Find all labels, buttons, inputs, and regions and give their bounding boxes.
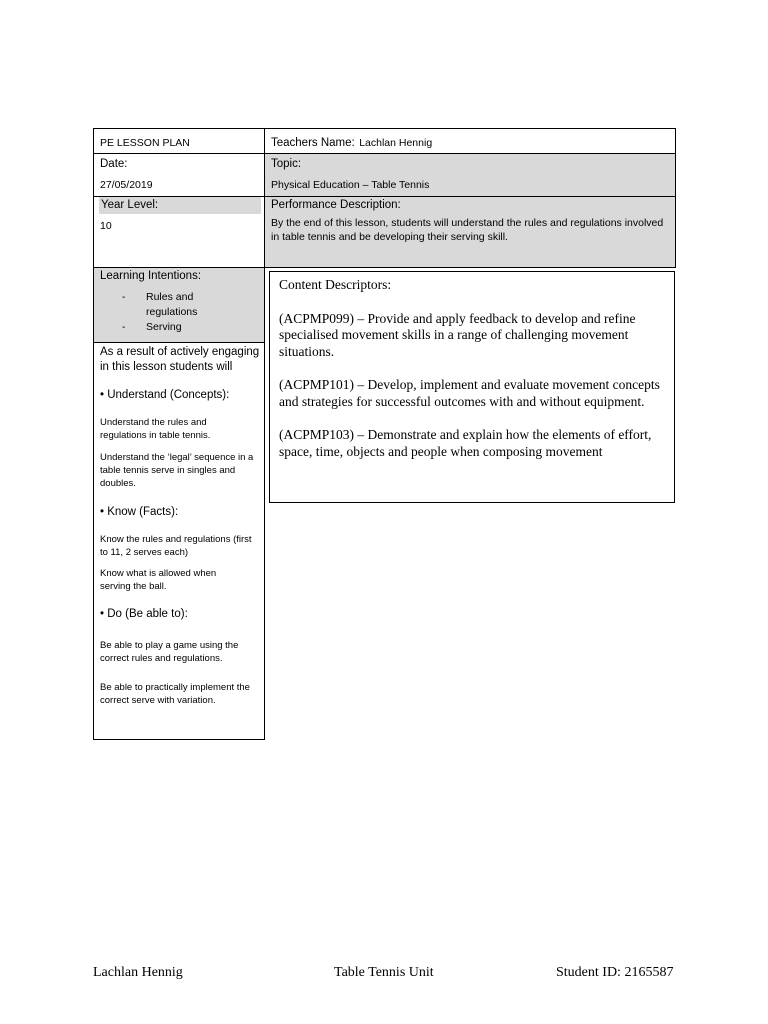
teacher-value: Lachlan Hennig (359, 137, 433, 149)
plan-label-cell (93, 128, 265, 154)
list-item: - Serving (122, 321, 182, 333)
content-descriptors-box (269, 271, 675, 503)
topic-cell (264, 153, 676, 197)
footer-unit: Table Tennis Unit (334, 965, 434, 980)
descriptor-acpmp099: (ACPMP099) – Provide and apply feedback to develop and refine specialised movement skills in a range of challenging movement situations. (279, 310, 636, 359)
year-cell (93, 196, 265, 268)
know-item-1: Know the rules and regulations (first to 11, 2 serves each) (100, 534, 252, 558)
plan-label: PE LESSON PLAN (100, 137, 190, 149)
understand-item-1: Understand the rules and regulations in table tennis. (100, 417, 211, 441)
understand-heading: • Understand (Concepts): (100, 389, 230, 401)
performance-value: By the end of this lesson, students will understand the rules and regulations involved in table tennis and be developing their serving skill. (271, 217, 664, 243)
performance-cell (264, 196, 676, 268)
learning-intro: As a result of actively engaging in this lesson students will (100, 346, 260, 373)
content-descriptors-heading: Content Descriptors: (279, 277, 392, 292)
list-item: - Rules and regulations (122, 291, 198, 318)
teacher-label: Teachers Name: (271, 137, 355, 149)
year-value: 10 (100, 220, 112, 232)
year-label: Year Level: (99, 197, 261, 214)
descriptor-acpmp103: (ACPMP103) – Demonstrate and explain how the elements of effort, space, time, objects and people when composing movement (279, 427, 652, 459)
learning-intentions-list (100, 290, 258, 335)
teacher-cell (264, 128, 676, 154)
understand-item-2: Understand the ‘legal’ sequence in a table tennis serve in singles and doubles. (100, 452, 254, 489)
performance-label: Performance Description: (271, 199, 401, 211)
learning-intentions-column (93, 267, 265, 740)
date-label: Date: (100, 158, 128, 170)
topic-value: Physical Education – Table Tennis (271, 179, 430, 191)
know-heading: • Know (Facts): (100, 506, 179, 518)
know-item-2: Know what is allowed when serving the ball. (100, 568, 217, 592)
learning-intentions-label: Learning Intentions: (100, 270, 202, 282)
date-cell (93, 153, 265, 197)
learning-intentions-box (94, 268, 264, 343)
do-item-1: Be able to play a game using the correct rules and regulations. (100, 640, 239, 664)
topic-label: Topic: (271, 158, 302, 170)
do-item-2: Be able to practically implement the correct serve with variation. (100, 682, 250, 706)
footer-author: Lachlan Hennig (93, 965, 183, 980)
footer-student-id: Student ID: 2165587 (556, 965, 674, 980)
date-value: 27/05/2019 (100, 179, 153, 191)
do-heading: • Do (Be able to): (100, 608, 188, 620)
descriptor-acpmp101: (ACPMP101) – Develop, implement and evaluate movement concepts and strategies for successful outcomes with and without equipment. (279, 377, 660, 409)
